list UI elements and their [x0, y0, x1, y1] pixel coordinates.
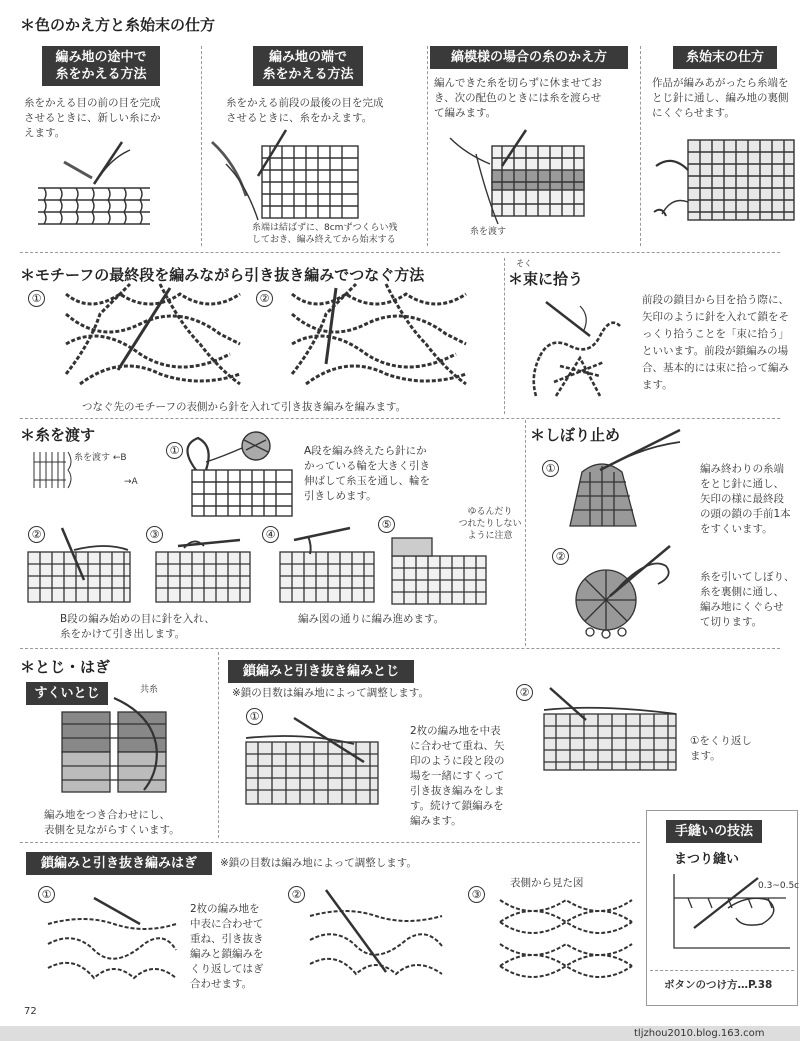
- illustration-gather-2: [570, 536, 680, 640]
- step-number: ②: [288, 886, 305, 903]
- step-number: ①: [166, 442, 183, 459]
- label-chain-slip-seam: 鎖編みと引き抜き編みとじ: [228, 660, 414, 683]
- text-mattress: 編み地をつき合わせにし、 表側を見ながらすくいます。: [44, 809, 180, 836]
- illustration-motif-join-2: [286, 284, 476, 390]
- section-title-color-change: ＊色のかえ方と糸始末の仕方: [20, 16, 216, 34]
- section-title-soku: ＊束に拾う: [508, 270, 584, 288]
- note-carry-5: ゆるんだり つれたりしない ように注意: [458, 507, 522, 541]
- illustration-hagi-3: [496, 892, 636, 996]
- step-number: ②: [516, 684, 533, 701]
- text-toji-1: 2枚の編み地を中表 に合わせて重ね、矢 印のように段と段の 場を一緒にすくって 引き抜き編みをしま す。続けて鎖編みを 編みます。: [410, 725, 505, 827]
- illustration-gather-1: [560, 426, 698, 530]
- label-weave-in: 糸始末の仕方: [673, 46, 777, 69]
- step-number: ②: [28, 526, 45, 543]
- note-chain-count: ※鎖の目数は編み地によって調整します。: [232, 687, 429, 699]
- divider: [20, 648, 780, 649]
- divider: [20, 252, 780, 253]
- step-number: ①: [542, 460, 559, 477]
- note-yarn-end: 糸端は結ばずに、8cmずつくらい残 しておき、編み終えてから始末する: [252, 223, 398, 245]
- text-soku: 前段の鎖目から目を拾う際に、 矢印のように針を入れて鎖をそ っくり拾うことを「束に拾う」 といいます。前段が鎖編みの場 合、基本的には束に拾って編み ます。: [642, 294, 789, 391]
- text-hagi-1: 2枚の編み地を 中表に合わせて 重ね、引き抜き 編みと鎖編みを くり返してはぎ 合わせます。: [190, 903, 264, 990]
- step-number: ③: [468, 886, 485, 903]
- illustration-stripe: [446, 124, 596, 226]
- illustration-soku: [520, 296, 632, 400]
- illustration-hagi-1: [44, 894, 180, 986]
- divider: [427, 46, 428, 246]
- text-gather-1: 編み終わりの糸端 をとじ針に通し、 矢印の様に最終段 の頭の鎖の手前1本 をすくいます。: [700, 463, 791, 535]
- divider: [20, 842, 640, 843]
- illustration-carry-5: [390, 536, 490, 606]
- text-carry-2: B段の編み始めの目に針を入れ、 糸をかけて引き出します。: [60, 613, 215, 640]
- text-carry-3: 編み図の通りに編み進めます。: [298, 613, 445, 625]
- text-toji-2: ①をくり返し ます。: [690, 735, 752, 762]
- label-front-view: 表側から見た図: [510, 877, 584, 889]
- text-change-middle: 糸をかえる目の前の目を完成 させるときに、新しい糸にか えます。: [24, 97, 161, 139]
- step-number: ⑤: [378, 516, 395, 533]
- ruby-soku: そく: [516, 259, 532, 268]
- illustration-carry-4: [278, 526, 378, 606]
- label-change-middle: 編み地の途中で 糸をかえる方法: [42, 46, 160, 86]
- divider: [640, 46, 641, 246]
- illustration-toji-2: [540, 684, 680, 774]
- label-mattress-stitch: すくいとじ: [26, 682, 108, 705]
- label-same-yarn: 共糸: [140, 685, 159, 695]
- subtitle-blind-stitch: まつり縫い: [674, 852, 740, 867]
- label-chain-slip-join: 鎖編みと引き抜き編みはぎ: [26, 852, 212, 875]
- footer-url: tljzhou2010.blog.163.com: [634, 1028, 765, 1039]
- diagram-label-a: →A: [124, 477, 138, 487]
- step-number: ③: [146, 526, 163, 543]
- text-carry-1: A段を編み終えたら針にか かっている輪を大きく引き 伸ばして糸玉を通し、輪を 引きしめます。: [304, 445, 430, 502]
- section-title-motif-join: ＊モチーフの最終段を編みながら引き抜き編みでつなぐ方法: [20, 266, 425, 284]
- note-chain-count-2: ※鎖の目数は編み地によって調整します。: [220, 857, 417, 869]
- button-reference-link[interactable]: ボタンのつけ方…P.38: [664, 979, 773, 991]
- illustration-motif-join-1: [60, 284, 250, 390]
- illustration-hagi-2: [306, 886, 446, 982]
- illustration-weave-in: [652, 136, 798, 226]
- step-number: ①: [38, 886, 55, 903]
- illustration-carry-2: [26, 526, 134, 606]
- diagram-label-b: 糸を渡す ←B: [74, 453, 127, 463]
- caption-motif-join: つなぐ先のモチーフの表側から針を入れて引き抜き編みを編みます。: [82, 401, 407, 413]
- illustration-change-edge: [206, 124, 366, 224]
- illustration-change-middle: [34, 138, 154, 230]
- text-weave-in: 作品が編みあがったら糸端を とじ針に通し、編み地の裏側 にくぐらせます。: [652, 77, 789, 119]
- illustration-carry-3: [154, 526, 254, 606]
- step-number: ②: [552, 548, 569, 565]
- page-number: 72: [24, 1006, 37, 1017]
- text-stripe: 編んできた糸を切らずに休ませてお き、次の配色のときには糸を渡らせ て編みます。: [434, 77, 602, 119]
- measure-label: 0.3~0.5c: [758, 881, 800, 891]
- step-number: ④: [262, 526, 279, 543]
- label-hand-sewing: 手縫いの技法: [666, 820, 762, 843]
- step-number: ②: [256, 290, 273, 307]
- step-number: ①: [28, 290, 45, 307]
- text-change-edge: 糸をかえる前段の最後の目を完成 させるときに、糸をかえます。: [226, 97, 384, 124]
- label-change-edge: 編み地の端で 糸をかえる方法: [253, 46, 363, 86]
- step-number: ①: [246, 708, 263, 725]
- note-carry-yarn: 糸を渡す: [470, 227, 507, 237]
- divider: [201, 46, 202, 246]
- text-gather-2: 糸を引いてしぼり、 糸を裏側に通し、 編み地にくぐらせ て切ります。: [700, 571, 795, 628]
- label-stripe: 縞模様の場合の糸のかえ方: [430, 46, 628, 69]
- illustration-mattress: [60, 694, 170, 806]
- divider: [650, 970, 794, 971]
- illustration-toji-1: [244, 714, 384, 808]
- divider: [504, 258, 505, 414]
- illustration-carry-1: [184, 426, 294, 522]
- section-title-seaming: ＊とじ・はぎ: [20, 658, 111, 676]
- section-title-carry-yarn: ＊糸を渡す: [20, 426, 96, 444]
- divider: [218, 652, 219, 838]
- divider: [525, 420, 526, 646]
- section-title-gather: ＊しぼり止め: [530, 426, 621, 444]
- divider: [20, 418, 780, 419]
